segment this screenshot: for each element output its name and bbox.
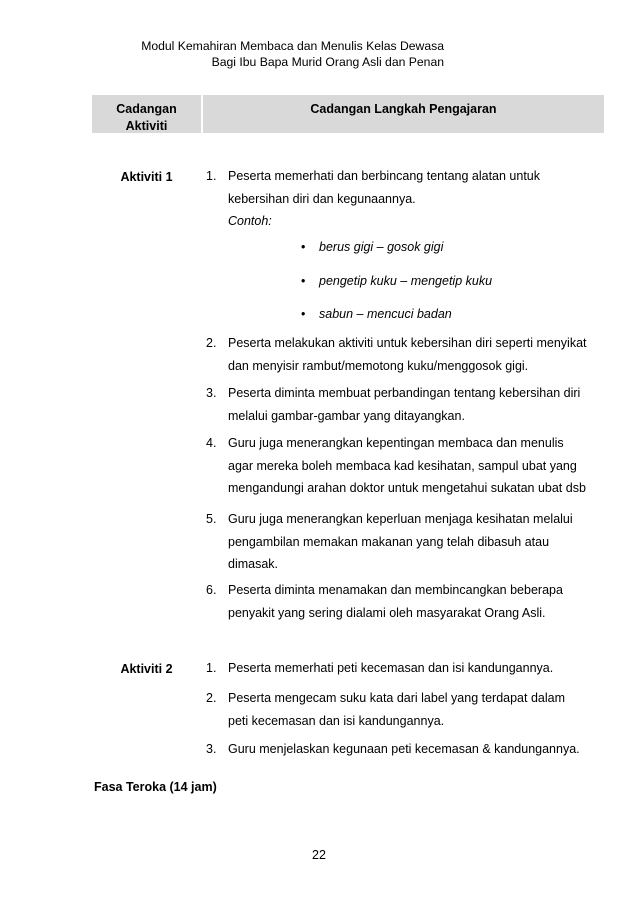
- item-number: 2.: [206, 336, 217, 350]
- column-header-aktiviti: [92, 101, 201, 135]
- item-line: kebersihan diri dan kegunaannya.: [228, 191, 416, 206]
- page-number: 22: [312, 848, 326, 862]
- header-line-2: Bagi Ibu Bapa Murid Orang Asli dan Penan: [211, 55, 444, 69]
- item-line: Peserta memerhati peti kecemasan dan isi kandungannya.: [228, 661, 554, 675]
- aktiviti-2-label: Aktiviti 2: [120, 662, 173, 676]
- bullet-text: sabun – mencuci badan: [319, 307, 452, 321]
- bullet-text: pengetip kuku – mengetip kuku: [319, 274, 493, 288]
- item-line: Peserta diminta menamakan dan membincangkan beberapa: [228, 583, 563, 597]
- column-header-aktiviti-line2: Aktiviti: [125, 119, 168, 133]
- item-line: dan menyisir rambut/memotong kuku/menggosok gigi.: [228, 358, 529, 373]
- table-header: [92, 95, 604, 133]
- item-line: dimasak.: [228, 557, 279, 571]
- contoh-label: Contoh:: [228, 214, 272, 228]
- item-number: 1.: [206, 169, 217, 183]
- item-line: Peserta diminta membuat perbandingan tentang kebersihan diri: [228, 386, 581, 400]
- column-header-aktiviti-line1: Cadangan: [116, 102, 177, 116]
- item-line: Guru juga menerangkan keperluan menjaga kesihatan melalui: [228, 512, 573, 526]
- fasa-heading: Fasa Teroka (14 jam): [94, 780, 217, 794]
- item-number: 5.: [206, 512, 217, 526]
- column-header-langkah: Cadangan Langkah Pengajaran: [310, 102, 497, 116]
- item-line: Peserta melakukan aktiviti untuk kebersihan diri seperti menyikat: [228, 336, 587, 350]
- bullet-dot-icon: •: [301, 274, 306, 288]
- item-line: Guru menjelaskan kegunaan peti kecemasan & kandungannya.: [228, 742, 580, 756]
- item-line: pengambilan memakan makanan yang telah dibasuh atau: [228, 534, 550, 549]
- item-number: 4.: [206, 436, 217, 450]
- bullet-text: berus gigi – gosok gigi: [319, 240, 444, 254]
- item-number: 2.: [206, 691, 217, 705]
- item-line: penyakit yang sering dialami oleh masyarakat Orang Asli.: [228, 605, 546, 620]
- header-line-1: Modul Kemahiran Membaca dan Menulis Kelas Dewasa: [141, 39, 444, 53]
- item-number: 1.: [206, 661, 217, 675]
- item-line: agar mereka boleh membaca kad kesihatan, sampul ubat yang: [228, 458, 577, 473]
- aktiviti-1-label: Aktiviti 1: [120, 170, 173, 184]
- bullet-item: [301, 307, 452, 321]
- item-number: 6.: [206, 583, 217, 597]
- item-line: Peserta memerhati dan berbincang tentang alatan untuk: [228, 169, 541, 183]
- bullet-dot-icon: •: [301, 240, 306, 254]
- item-line: peti kecemasan dan isi kandungannya.: [228, 713, 445, 728]
- item-number: 3.: [206, 386, 217, 400]
- bullet-item: [301, 274, 492, 288]
- item-line: mengandungi arahan doktor untuk mengetahui sukatan ubat dsb: [228, 481, 586, 495]
- item-line: Guru juga menerangkan kepentingan membaca dan menulis: [228, 436, 564, 450]
- bullet-item: [301, 240, 443, 254]
- item-line: Peserta mengecam suku kata dari label yang terdapat dalam: [228, 691, 565, 705]
- item-line: melalui gambar-gambar yang ditayangkan.: [228, 408, 465, 423]
- item-number: 3.: [206, 742, 217, 756]
- bullet-dot-icon: •: [301, 307, 306, 321]
